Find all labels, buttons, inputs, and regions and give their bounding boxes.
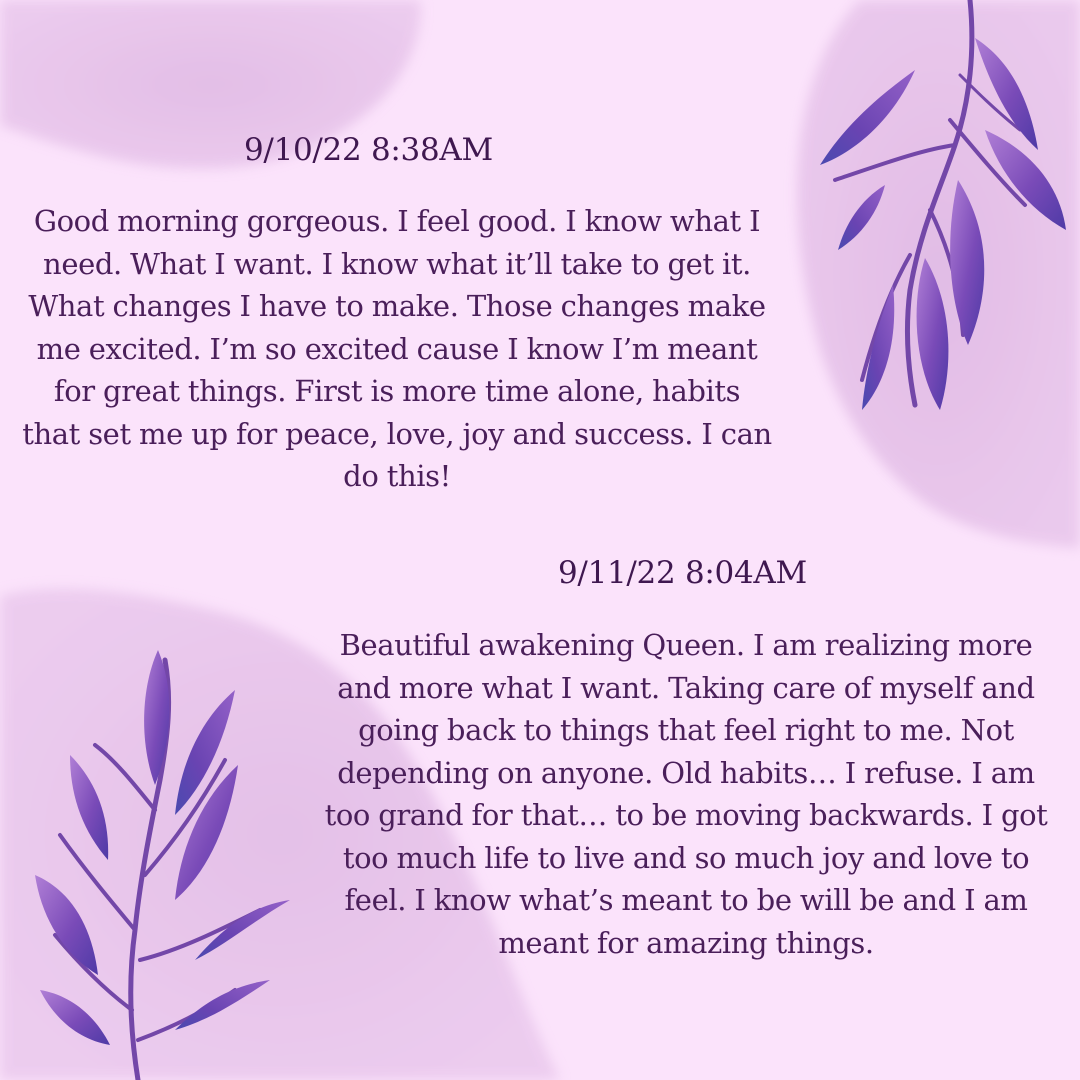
- entry-text-1: Good morning gorgeous. I feel good. I know what I need. What I want. I know what it’ll take to get it. What changes I have to make. Those changes make me excited. I’m so excited cause I know I’m meant for great things. First is more time alone, habits that set me up for peace, love, joy and success. I can do this!: [22, 204, 772, 493]
- entry-date-1: 9/10/22 8:38AM: [244, 132, 493, 168]
- entry-text-2: Beautiful awakening Queen. I am realizing more and more what I want. Taking care of myself and going back to things that feel right to me. Not depending on anyone. Old habits… I refuse. I am too grand for that… to be moving backwards. I got too much life to live and so much joy and love to feel. I know what’s meant to be will be and I am meant for amazing things.: [324, 628, 1048, 960]
- watercolor-blob-right: [797, 0, 1080, 548]
- entry-date-2: 9/11/22 8:04AM: [558, 555, 807, 591]
